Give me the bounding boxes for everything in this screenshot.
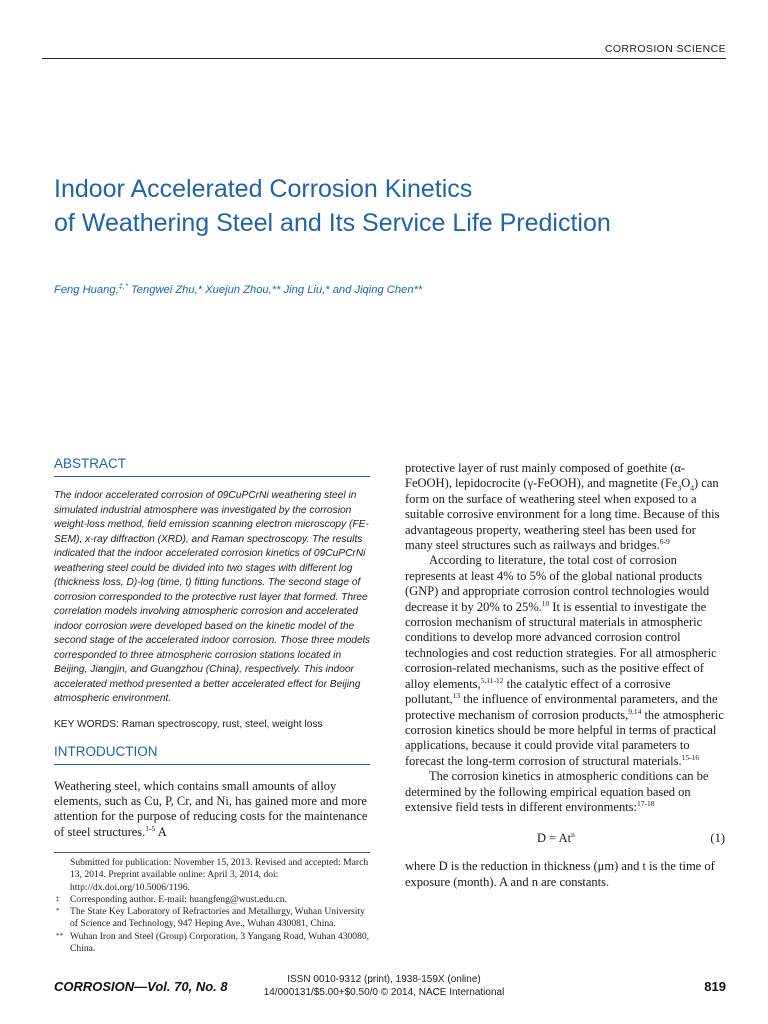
paragraph-rust-layer: protective layer of rust mainly composed of goethite (α-FeOOH), lepidocrocite (γ-FeOOH), and magnetite $(Fe_3O_4)$ can form on the surface of weathering steel when exposed to a suitable corrosive environment for a long time. Because of this advantageous property, weathering steel has been used for many steel structures such as railways and bridges.$^{6-9}$ <box>405 461 720 553</box>
author-1: Feng Huang, <box>54 284 119 296</box>
citation: 10 <box>541 598 550 608</box>
citation: 15-16 <box>681 752 700 762</box>
equation-1 <box>405 829 725 851</box>
paragraph-kinetics: The corrosion kinetics in atmospheric conditions can be determined by the following empirical equation based on extensive field tests in different environments:$^{17-18}$ <box>405 769 709 814</box>
author-list <box>54 281 714 296</box>
introduction-heading: INTRODUCTION <box>54 744 370 765</box>
footnote-affiliation-1: * The State Key Laboratory of Refractories and Metallurgy, Wuhan University of Science and Technology, 947 Heping Ave., Wuhan 430081, China. <box>56 906 365 930</box>
citation: 17-18 <box>637 798 655 808</box>
header-rule <box>42 58 726 59</box>
article-title <box>54 172 734 240</box>
citation: 9,14 <box>628 706 642 716</box>
footer-journal: CORROSION—Vol. 70, No. 8 <box>54 979 228 994</box>
introduction-paragraph: Weathering steel, which contains small amounts of alloy elements, such as Cu, P, Cr, and Ni, has gained more and more attention for the purpose of reducing costs for the maintenance of steel structures.$^{1-5}$ A <box>54 778 368 839</box>
citation: 13 <box>452 690 461 700</box>
abstract-text: The indoor accelerated corrosion of 09CuPCrNi weathering steel in simulated industrial atmosphere was investigated by the corrosion weight-loss method, field emission scanning electron microscopy (FE-SEM), x-ray diffraction (XRD), and Raman spectroscopy. The results indicated that the indoor accelerated corrosion kinetics of 09CuPCrNi weathering steel could be divided into two stages with different log (thickness loss, D)-log (time, t) fitting functions. The second stage of corrosion corresponded to the protective rust layer that formed. Three correlation models involving atmospheric corrosion and accelerated indoor corrosion were developed based on the kinetic model of the second stage of the accelerated indoor corrosion. Those three models corresponded to three atmospheric corrosion stations located in Beijing, Jiangjin, and Guangzhou (China), respectively. This indoor accelerated method presented a better accelerated effect for Beijing atmospheric environment. <box>54 490 370 704</box>
page-number: 819 <box>704 979 726 994</box>
author-1-marks: ‡,* <box>118 281 128 291</box>
paragraph-definitions: where D is the reduction in thickness (μm) and t is the time of exposure (month). A and n are constants. <box>405 859 715 889</box>
left-column <box>54 456 370 840</box>
footer-issn: ISSN 0010-9312 (print), 1938-159X (online) <box>287 974 481 985</box>
citation: 6-9 <box>659 536 670 546</box>
citation: 1-5 <box>145 823 156 833</box>
title-line-1: Indoor Accelerated Corrosion Kinetics <box>54 175 473 203</box>
right-column <box>405 461 725 890</box>
footer-issn-block <box>0 973 768 999</box>
equation-expression: $D = At^n$ <box>537 830 575 846</box>
keywords: KEY WORDS: Raman spectroscopy, rust, steel, weight loss <box>54 718 323 730</box>
footnote-submitted: Submitted for publication: November 15, 2013. Revised and accepted: March 13, 2014. Preprint available online: April 3, 2014, doi: http://dx.doi.org/10.5006/1196. <box>70 857 369 893</box>
equation-number: (1) <box>710 831 725 846</box>
running-head: CORROSION SCIENCE <box>604 43 726 55</box>
other-authors: Tengwei Zhu,* Xuejun Zhou,** Jing Liu,* and Jiqing Chen** <box>127 284 423 296</box>
paragraph-cost: According to literature, the total cost of corrosion represents at least 4% to 5% of the global national products (GNP) and appropriate corrosion control technologies would decrease it by 20% to 25%.$^{10}$ It is essential to investigate the corrosion mechanism of structural materials in atmospheric conditions to develop more advanced corrosion control technologies and cost reduction strategies. For all atmospheric corrosion-related mechanisms, such as the positive effect of alloy elements,$^{5,11-12}$ the catalytic effect of a corrosive pollutant,$^{13}$ the influence of environmental parameters, and the protective mechanism of corrosion products,$^{9,14}$ the atmospheric corrosion kinetics should be more helpful in terms of practical applications, because it could provide vital parameters to forecast the long-term corrosion of structural materials.$^{15-16}$ <box>405 553 724 768</box>
title-line-2: of Weathering Steel and Its Service Life Prediction <box>54 209 611 237</box>
footnotes <box>54 852 370 955</box>
footer-copyright: 14/000131/$5.00+$0.50/0 © 2014, NACE International <box>263 987 505 998</box>
abstract-heading: ABSTRACT <box>54 456 370 477</box>
footnote-affiliation-2: ** Wuhan Iron and Steel (Group) Corporation, 3 Yangang Road, Wuhan 430080, China. <box>56 930 370 955</box>
citation: 5,11-12 <box>480 675 504 685</box>
footnote-corresponding: ‡ Corresponding author. E-mail: huangfeng@wust.edu.cn. <box>56 893 287 905</box>
